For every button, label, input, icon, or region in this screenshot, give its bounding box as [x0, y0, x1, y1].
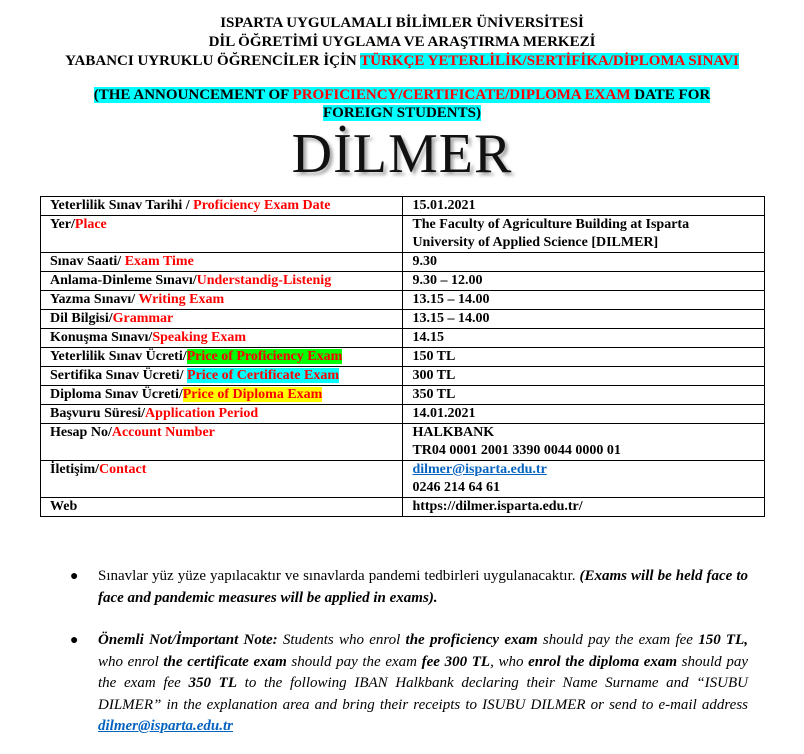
- web-label: Web: [41, 498, 403, 517]
- subtitle-exam-types: PROFICIENCY/CERTIFICATE/DIPLOMA EXAM: [292, 87, 631, 103]
- table-row: [41, 498, 765, 517]
- header-line-3: [0, 52, 804, 70]
- web-value: https://dilmer.isparta.edu.tr/: [403, 498, 765, 517]
- table-row: [41, 367, 765, 386]
- speaking-value: 14.15: [403, 329, 765, 348]
- notes-list: [68, 566, 748, 738]
- certificate-price-label: Sertifika Sınav Ücreti/ Price of Certificate Exam: [41, 367, 403, 386]
- header-line-1: ISPARTA UYGULAMALI BİLİMLER ÜNİVERSİTESİ: [220, 15, 584, 31]
- grammar-value: 13.15 – 14.00: [403, 310, 765, 329]
- list-item: ● Sınavlar yüz yüze yapılacaktır ve sınavlarda pandemi tedbirleri uygulanacaktır. (Exams will be held face to face and pandemic measures will be applied in exams).: [70, 568, 748, 606]
- table-row: [41, 405, 765, 424]
- grammar-label: Dil Bilgisi/Grammar: [41, 310, 403, 329]
- proficiency-date-label: Yeterlilik Sınav Tarihi / Proficiency Exam Date: [41, 197, 403, 216]
- exam-info-table: [40, 196, 765, 517]
- place-value: The Faculty of Agriculture Building at Isparta University of Applied Science [DILMER]: [403, 216, 765, 253]
- listening-label: Anlama-Dinleme Sınavı/Understandig-Listenig: [41, 272, 403, 291]
- dilmer-logo: DİLMER: [291, 123, 513, 185]
- subtitle-part-2: DATE FOR FOREIGN STUDENTS): [323, 87, 711, 121]
- proficiency-price-value: 150 TL: [403, 348, 765, 367]
- table-row: [41, 253, 765, 272]
- writing-label: Yazma Sınavı/ Writing Exam: [41, 291, 403, 310]
- certificate-price-value: 300 TL: [403, 367, 765, 386]
- exam-time-label: Sınav Saati/ Exam Time: [41, 253, 403, 272]
- account-number-value: HALKBANK TR04 0001 2001 3390 0044 0000 01: [403, 424, 765, 461]
- place-label: Yer/Place: [41, 216, 403, 253]
- contact-value: [403, 461, 765, 498]
- english-subtitle: [60, 86, 744, 122]
- table-row: [41, 461, 765, 498]
- diploma-price-value: 350 TL: [403, 386, 765, 405]
- diploma-price-label: Diploma Sınav Ücreti/Price of Diploma Exam: [41, 386, 403, 405]
- application-period-value: 14.01.2021: [403, 405, 765, 424]
- table-row: [41, 386, 765, 405]
- writing-value: 13.15 – 14.00: [403, 291, 765, 310]
- header-exam-title: TÜRKÇE YETERLİLİK/SERTİFİKA/DİPLOMA SINAVI: [360, 53, 739, 69]
- contact-email-link[interactable]: dilmer@isparta.edu.tr: [412, 462, 547, 477]
- listening-value: 9.30 – 12.00: [403, 272, 765, 291]
- table-row: [41, 310, 765, 329]
- table-row: [41, 216, 765, 253]
- header-line-2: DİL ÖĞRETİMİ UYGLAMA VE ARAŞTIRMA MERKEZİ: [208, 34, 596, 50]
- application-period-label: Başvuru Süresi/Application Period: [41, 405, 403, 424]
- speaking-label: Konuşma Sınavı/Speaking Exam: [41, 329, 403, 348]
- table-row: [41, 348, 765, 367]
- contact-phone: 0246 214 64 61: [412, 480, 500, 495]
- list-item: ● Önemli Not/İmportant Note: Students who enrol the proficiency exam should pay the exam fee 150 TL, who enrol the certificate exam should pay the exam fee 300 TL, who enrol the diploma exam should pay the exam fee 350 TL to the following IBAN Halkbank declaring their Name Surname and “ISUBU DILMER” in the explanation area and bring their receipts to ISUBU DILMER or send to e-mail address dilmer@isparta.edu.tr: [70, 632, 748, 734]
- table-row: [41, 329, 765, 348]
- subtitle-part-1: (THE ANNOUNCEMENT OF: [93, 87, 293, 103]
- bullet-icon: ●: [70, 569, 79, 584]
- account-number-label: Hesap No/Account Number: [41, 424, 403, 461]
- contact-label: İletişim/Contact: [41, 461, 403, 498]
- table-row: [41, 272, 765, 291]
- header-line-3-prefix: YABANCI UYRUKLU ÖĞRENCİLER İÇİN: [65, 53, 361, 69]
- table-row: [41, 424, 765, 461]
- bullet-icon: ●: [70, 633, 79, 648]
- exam-time-value: 9.30: [403, 253, 765, 272]
- table-row: [41, 291, 765, 310]
- note-email-link[interactable]: dilmer@isparta.edu.tr: [98, 718, 233, 734]
- proficiency-date-value: 15.01.2021: [403, 197, 765, 216]
- proficiency-price-label: Yeterlilik Sınav Ücreti/Price of Proficiency Exam: [41, 348, 403, 367]
- table-row: [41, 197, 765, 216]
